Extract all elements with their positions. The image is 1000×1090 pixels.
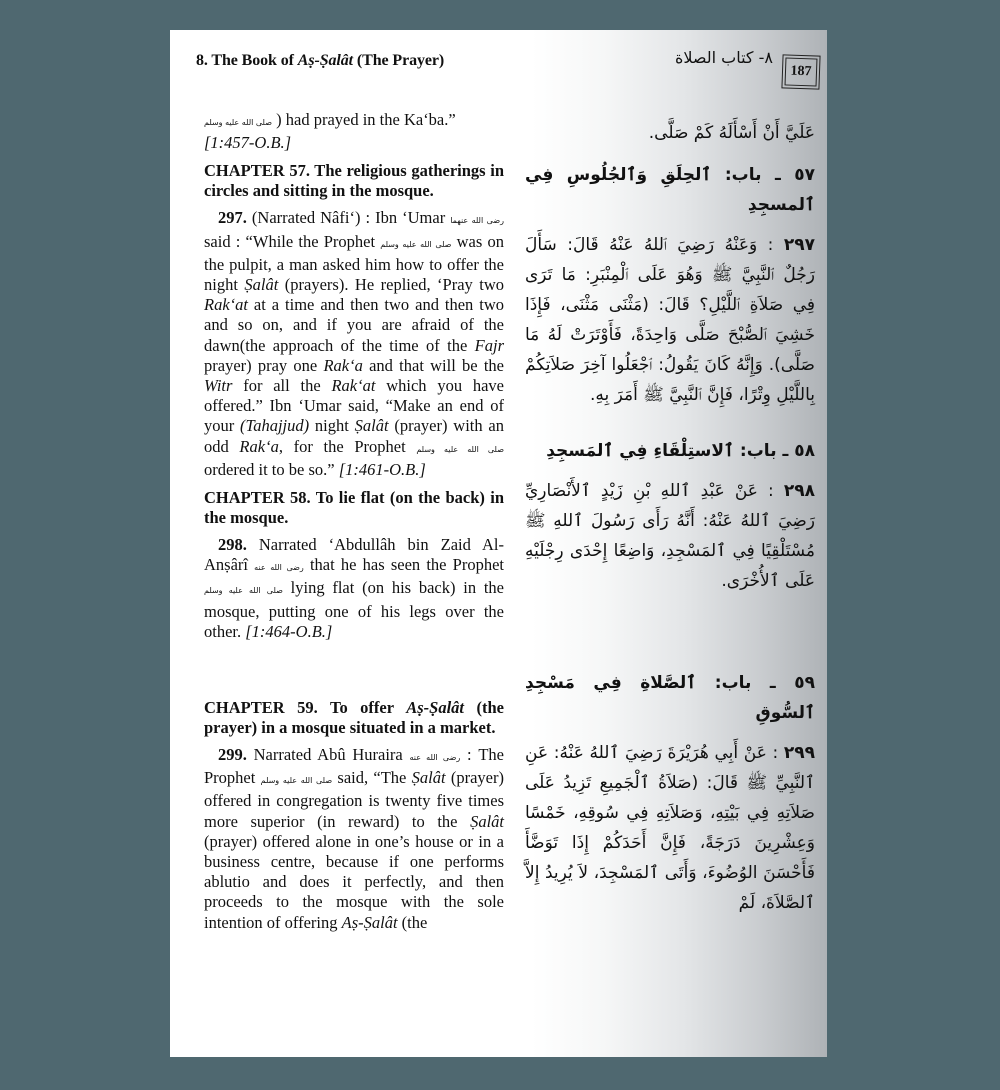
text: : The Prophet — [204, 745, 504, 788]
text: (prayer) offered alone in one’s house or in a business centre, because if one performs ablutio and does it perfectly, and then proceeds to the mosque with the sole intention of offering — [204, 831, 504, 932]
arabic-hadith-299 — [525, 738, 815, 918]
term: Ṣalât — [470, 811, 504, 831]
text: , for the Prophet — [278, 436, 417, 456]
arabic-chapter-59: ٥٩ ـ باب: ٱلصَّلاةِ فِي مَسْجِدِ ٱلسُّوقِ — [525, 673, 815, 723]
text: that he has seen the Prophet — [303, 555, 504, 575]
running-header-english — [196, 52, 444, 70]
spacer — [204, 642, 504, 690]
term: Rak‘a — [323, 355, 363, 375]
text: (the — [397, 912, 428, 932]
honorific-pbuh: صلى الله عليه وسلم — [204, 586, 283, 596]
book-page — [170, 30, 827, 1057]
term: (Tahajjud) — [240, 416, 310, 436]
text: said, “The — [332, 768, 412, 788]
text: (prayers). He replied, ‘Pray two — [278, 275, 504, 295]
intro-paragraph — [204, 110, 504, 153]
text: said : “While the Prophet — [204, 231, 381, 251]
term: Fajr — [474, 335, 504, 355]
arabic-column — [525, 118, 815, 918]
reference: [1:457-O.B.] — [204, 133, 292, 153]
text: : عَنْ عَبْدِ ٱللهِ بْنِ زَيْدٍ ٱلأَنْصَارِيِّ رَضِيَ ٱللهُ عَنْهُ: أَنَّهُ رَأَى رَسُولَ ٱللهِ ﷺ مُسْتَلْقِيًا فِي ٱلمَسْجِدِ، وَاضِعًا إِحْدَى رِجْلَيْهِ عَلَى ٱلأُخْرَى. — [525, 481, 815, 591]
honorific-pbuh: صلى الله عليه وسلم — [416, 444, 504, 454]
running-header-arabic: ٨- كتاب الصلاة — [674, 48, 773, 67]
honorific-ra: رضى الله عنه — [409, 753, 461, 763]
text: (the prayer) in a mosque situated in a market. — [204, 698, 504, 738]
text: was on the pulpit, a man asked him how to offer the night — [204, 231, 504, 295]
term: Aṣ-Ṣalât — [341, 912, 398, 932]
hadith-299 — [204, 745, 504, 933]
honorific-pbuh: صلى الله عليه وسلم — [260, 776, 333, 786]
intro-text: ) had prayed in the Ka‘ba.” — [276, 110, 456, 129]
header-text: 8. The Book of — [196, 52, 298, 69]
reference: [1:464-O.B.] — [245, 621, 333, 641]
arabic-hadith-298 — [525, 476, 815, 596]
text: lying flat (on his back) in the mosque, putting one of his legs over the other. — [204, 578, 504, 641]
text: (Narrated Nâfi‘) : Ibn ‘Umar — [246, 208, 451, 228]
hadith-number: ٢٩٩ — [783, 743, 815, 763]
hadith-number: 299. — [218, 745, 247, 765]
hadith-number: 298. — [218, 535, 247, 555]
honorific-ra: رضى الله عنهما — [450, 216, 504, 226]
text: Narrated Abû Huraira — [246, 745, 410, 765]
text: night — [309, 416, 355, 436]
text: : وَعَنْهُ رَضِيَ ٱللهُ عَنْهُ قَالَ: سَأَلَ رَجُلٌ ٱلنَّبِيَّ ﷺ وَهُوَ عَلَى ٱلْمِنْبَرِ: مَا تَرَى فِي صَلاَةِ ٱللَّيْلِ؟ قَالَ: (مَثْنَى مَثْنَى، فَإِذَا خَشِيَ ٱلصُّبْحَ صَلَّى وَاحِدَةً، فَأَوْتَرَتْ لَهُ مَا صَلَّى). وَإِنَّهُ كَانَ يَقُولُ: ٱجْعَلُوا آخِرَ صَلاَتِكُمْ بِاللَّيْلِ وِتْرًا، فَإِنَّ ٱلنَّبِيَّ ﷺ أَمَرَ بِهِ. — [525, 235, 815, 405]
text: (prayer) offered in congregation is twenty five times more superior (in reward) to the — [204, 768, 504, 831]
text: prayer) pray one — [204, 355, 324, 375]
text: at a time and then two and then two and so on, and if you are afraid of the dawn(the approach of the time of the — [204, 295, 504, 355]
hadith-number: 297. — [218, 208, 247, 228]
term: Rak‘a — [239, 436, 279, 456]
hadith-298 — [204, 535, 504, 642]
term: Ṣalât — [244, 275, 279, 295]
arabic-chapter-58: ٥٨ ـ باب: ٱلاستِلْقَاءِ فِي ٱلمَسجِدِ — [546, 441, 815, 461]
text: Narrated ‘Abdullâh bin Zaid Al-Anṣârî — [204, 535, 504, 575]
hadith-297 — [204, 208, 504, 480]
header-text-suffix: (The Prayer) — [353, 52, 445, 69]
term: Ṣalât — [411, 768, 446, 788]
page-number-box: 187 — [785, 57, 818, 86]
term: Aṣ-Ṣalât — [406, 698, 465, 718]
arabic-intro: عَلَيَّ أَنْ أَسْأَلَهُ كَمْ صَلَّى. — [648, 123, 815, 143]
reference: [1:461-O.B.] — [338, 459, 426, 479]
text: ordered it to be so.” — [204, 459, 339, 479]
term: Rak‘at — [204, 295, 248, 315]
text: CHAPTER 59. To offer — [204, 698, 407, 718]
hadith-number: ٢٩٨ — [783, 481, 815, 501]
header-italic: Aṣ-Ṣalât — [297, 52, 354, 69]
arabic-chapter-57: ٥٧ ـ باب: ٱلحِلَقِ وَٱلجُلُوسِ فِي ٱلمسجِدِ — [525, 165, 815, 215]
text: which you have offered.” Ibn ‘Umar said, “Make an end of your — [204, 376, 504, 436]
text: (prayer) with an odd — [204, 416, 504, 456]
arabic-hadith-297 — [525, 230, 815, 410]
english-column — [204, 110, 504, 933]
chapter-58-heading: CHAPTER 58. To lie flat (on the back) in the mosque. — [204, 488, 504, 528]
term: Ṣalât — [354, 416, 389, 436]
text: for all the — [232, 376, 332, 396]
spacer — [525, 596, 815, 656]
hadith-number: ٢٩٧ — [783, 235, 815, 255]
honorific-ra: رضى الله عنه — [254, 563, 304, 573]
chapter-59-heading — [204, 698, 504, 738]
honorific-pbuh: صلى الله عليه وسلم — [204, 118, 272, 127]
term: Rak‘at — [331, 376, 376, 396]
text: and that will be the — [362, 355, 504, 375]
term: Witr — [204, 376, 233, 396]
text: : عَنْ أَبِي هُرَيْرَةَ رَضِيَ ٱللهُ عَنْهُ: عَنِ ٱلنَّبِيِّ ﷺ قَالَ: (صَلاَةُ ٱلْجَمِيعِ تَزِيدُ عَلَى صَلاَتِهِ فِي بَيْتِهِ، وَصَلاَتِهِ فِي سُوقِهِ، خَمْسًا وَعِشْرِينَ دَرَجَةً، فَإِنَّ أَحَدَكُمْ إِذَا تَوَضَّأَ فَأَحْسَنَ الوُضُوءَ، وَأَتَى ٱلمَسْجِدَ، لاَ يُرِيدُ إِلاَّ ٱلصَّلاَةَ، لَمْ — [525, 743, 815, 913]
chapter-57-heading: CHAPTER 57. The religious gatherings in circles and sitting in the mosque. — [204, 161, 504, 201]
honorific-pbuh: صلى الله عليه وسلم — [380, 239, 452, 249]
